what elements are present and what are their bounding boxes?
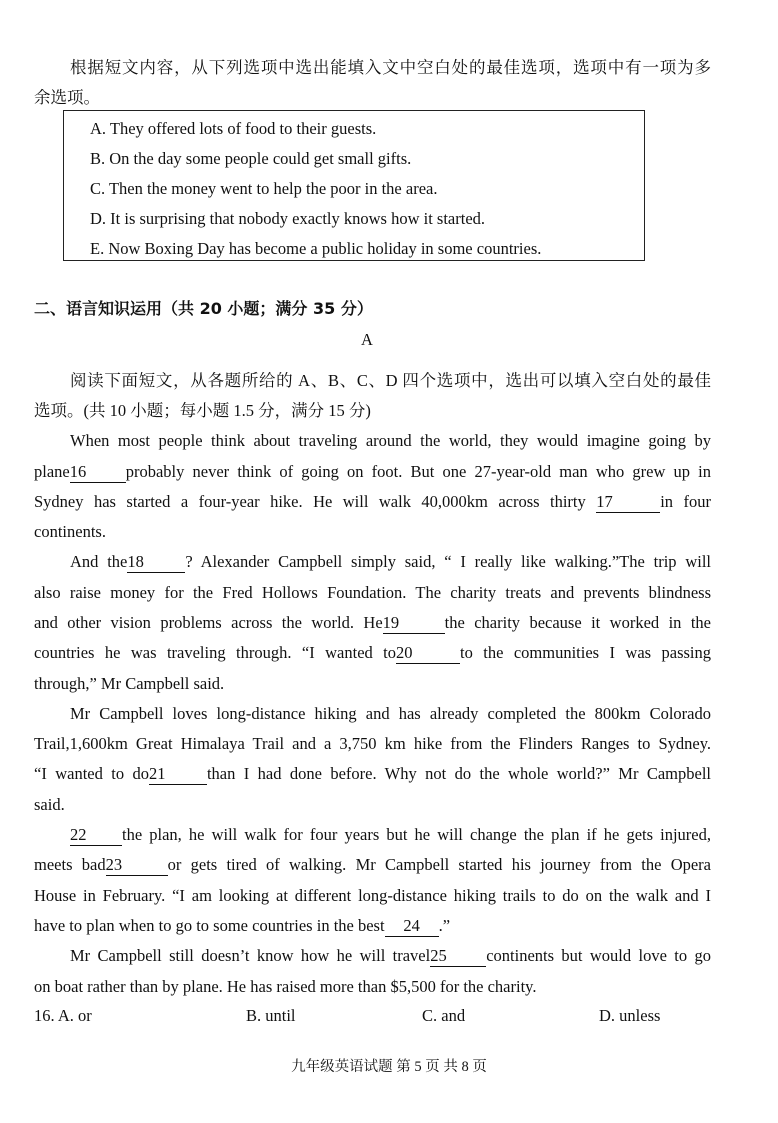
- passage-text: Mr Campbell loves long-distance hiking and has already completed the 800km Colorado: [70, 704, 711, 723]
- question-16: [34, 1005, 92, 1027]
- blank-20: 20: [396, 644, 460, 664]
- blank-17: 17: [596, 493, 660, 513]
- passage-text: Sydney has started a four-year hike. He will walk 40,000km across thirty: [34, 492, 586, 511]
- section-title: 二、语言知识运用（共 20 小题；满分 35 分）: [34, 299, 373, 318]
- question-number: 16.: [34, 1006, 55, 1025]
- instruction-text-2: 余选项。: [34, 88, 100, 107]
- passage-text: .”: [438, 916, 451, 935]
- passage-text: to the communities I was passing: [460, 643, 711, 662]
- blank-21: 21: [149, 765, 207, 785]
- choice-d: D. unless: [599, 1006, 661, 1025]
- choice-a: A. or: [57, 1006, 92, 1025]
- passage-text: plane: [34, 462, 70, 481]
- directions-line-1: [34, 370, 711, 392]
- passage-line: [34, 733, 711, 755]
- footer-text: 九年级英语试题 第 5 页 共 8 页: [291, 1059, 487, 1075]
- passage-line: [34, 824, 711, 846]
- passage-text: House in February. “I am looking at different long-distance hiking trails to do on the walk and I: [34, 886, 711, 905]
- passage-line: [34, 430, 711, 452]
- passage-text: said.: [34, 795, 65, 814]
- passage-text: through,” Mr Campbell said.: [34, 674, 225, 693]
- passage-line: [34, 976, 711, 998]
- passage-text: in four: [660, 492, 711, 511]
- passage-text: the charity because it worked in the: [444, 613, 711, 632]
- choice-c: C. and: [422, 1006, 466, 1025]
- passage-text: “I wanted to do: [34, 764, 149, 783]
- blank-23: 23: [106, 856, 168, 876]
- passage-line: [34, 915, 711, 937]
- passage-text: also raise money for the Fred Hollows Foundation. The charity treats and prevents blindness: [34, 583, 711, 602]
- passage-text: or gets tired of walking. Mr Campbell started his journey from the Opera: [167, 855, 711, 874]
- passage-line: [34, 794, 711, 816]
- choice-b: B. until: [246, 1006, 296, 1025]
- page-footer: [0, 1055, 778, 1076]
- option-a: A. They offered lots of food to their guests.: [90, 119, 377, 138]
- passage-text: the plan, he will walk for four years but he will change the plan if he gets injured,: [122, 825, 711, 844]
- option-e: E. Now Boxing Day has become a public holiday in some countries.: [90, 239, 542, 258]
- passage-text: on boat rather than by plane. He has raised more than $5,500 for the charity.: [34, 977, 537, 996]
- instruction-line-2: [34, 87, 711, 109]
- directions-text-2: 选项。(共 10 小题；每小题 1.5 分，满分 15 分): [34, 401, 371, 420]
- options-box: [63, 110, 645, 261]
- passage-line: [34, 642, 711, 664]
- passage-line: [34, 461, 711, 483]
- passage-line: [34, 491, 711, 513]
- blank-25: 25: [430, 947, 486, 967]
- directions-line-2: [34, 400, 711, 422]
- passage-line: [34, 854, 711, 876]
- blank-24: 24: [385, 917, 439, 937]
- part-letter: A: [361, 330, 373, 349]
- part-label: [0, 329, 778, 351]
- blank-16: 16: [70, 463, 126, 483]
- passage-text: and other vision problems across the world. He: [34, 613, 383, 632]
- passage-text: Trail,1,600km Great Himalaya Trail and a 3,750 km hike from the Flinders Ranges to Sydney.: [34, 734, 711, 753]
- passage-line: [34, 945, 711, 967]
- passage-line: [34, 582, 711, 604]
- blank-19: 19: [383, 614, 445, 634]
- passage-text: than I had done before. Why not do the whole world?” Mr Campbell: [206, 764, 711, 783]
- passage-text: Mr Campbell still doesn’t know how he will travel: [70, 946, 431, 965]
- passage-text: countries he was traveling through. “I wanted to: [34, 643, 397, 662]
- passage-text: meets bad: [34, 855, 106, 874]
- passage-text: When most people think about traveling around the world, they would imagine going by: [70, 431, 711, 450]
- passage-line: [34, 673, 711, 695]
- passage-line: [34, 885, 711, 907]
- directions-text-1: 阅读下面短文，从各题所给的 A、B、C、D 四个选项中，选出可以填入空白处的最佳: [70, 371, 711, 390]
- passage-text: continents but would love to go: [486, 946, 711, 965]
- passage-text: And the: [70, 552, 128, 571]
- blank-22: 22: [70, 826, 122, 846]
- passage-line: [34, 521, 711, 543]
- option-d: D. It is surprising that nobody exactly knows how it started.: [90, 209, 486, 228]
- passage-line: [34, 612, 711, 634]
- option-c: C. Then the money went to help the poor in the area.: [90, 179, 438, 198]
- passage-line: [34, 703, 711, 725]
- passage-text: ? Alexander Campbell simply said, “ I really like walking.”The trip will: [185, 552, 711, 571]
- passage-text: have to plan when to go to some countries in the best: [34, 916, 385, 935]
- passage-line: [34, 551, 711, 573]
- passage-line: [34, 763, 711, 785]
- option-b: B. On the day some people could get small gifts.: [90, 149, 412, 168]
- instruction-line-1: [34, 57, 711, 79]
- passage-text: continents.: [34, 522, 106, 541]
- instruction-text-1: 根据短文内容，从下列选项中选出能填入文中空白处的最佳选项，选项中有一项为多: [70, 58, 711, 77]
- passage-text: probably never think of going on foot. But one 27-year-old man who grew up in: [125, 462, 711, 481]
- blank-18: 18: [127, 553, 185, 573]
